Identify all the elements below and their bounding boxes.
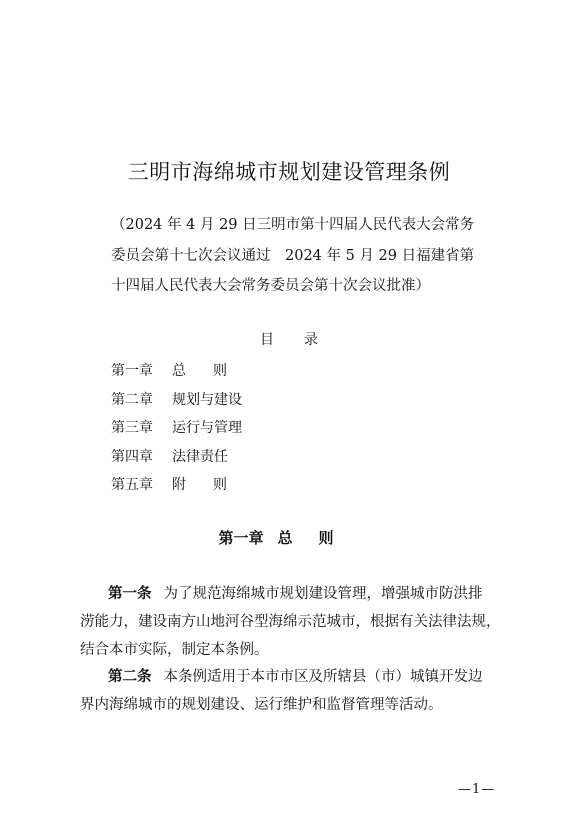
adoption-note-line-1: （2024 年 4 月 29 日三明市第十四届人民代表大会常务 xyxy=(111,217,475,233)
page-number: —1— xyxy=(458,782,496,797)
toc-item[interactable] xyxy=(111,442,471,471)
toc-chapter-name: 总则 xyxy=(172,363,254,380)
article-text-line: 界内海绵城市的规划建设、运行维护和监督管理等活动。 xyxy=(80,697,443,713)
toc-item[interactable] xyxy=(111,356,471,385)
article-label: 第二条 xyxy=(108,669,152,685)
article-text-line: 本条例适用于本市市区及所辖县（市）城镇开发边 xyxy=(163,669,483,685)
toc-title: 目录 xyxy=(260,332,348,348)
toc-item[interactable] xyxy=(111,385,471,414)
toc-item[interactable] xyxy=(111,470,471,499)
chapter-name: 总则 xyxy=(277,529,360,547)
table-of-contents xyxy=(111,356,471,499)
toc-chapter-number: 第三章 xyxy=(111,420,153,437)
article-text-line: 涝能力，建设南方山地河谷型海绵示范城市，根据有关法律法规， xyxy=(80,614,501,630)
toc-chapter-name: 法律责任 xyxy=(172,448,228,465)
document-title: 三明市海绵城市规划建设管理条例 xyxy=(127,160,451,184)
toc-chapter-name: 运行与管理 xyxy=(172,420,242,437)
toc-chapter-number: 第五章 xyxy=(111,477,153,494)
toc-item[interactable] xyxy=(111,413,471,442)
article-1 xyxy=(80,580,510,664)
article-text-line: 为了规范海绵城市规划建设管理，增强城市防洪排 xyxy=(163,586,483,602)
toc-chapter-number: 第四章 xyxy=(111,448,153,465)
article-text-line: 结合本市实际，制定本条例。 xyxy=(80,642,269,658)
toc-chapter-number: 第一章 xyxy=(111,363,153,380)
adoption-note-line-2: 委员会第十七次会议通过 2024 年 5 月 29 日福建省第 xyxy=(111,248,475,264)
toc-chapter-name: 附则 xyxy=(172,477,254,494)
toc-chapter-name: 规划与建设 xyxy=(172,391,242,408)
article-label: 第一条 xyxy=(108,586,152,602)
article-2 xyxy=(80,663,510,719)
toc-chapter-number: 第二章 xyxy=(111,391,153,408)
chapter-number: 第一章 xyxy=(218,529,264,547)
chapter-heading xyxy=(0,526,578,550)
adoption-note-line-3: 十四届人民代表大会常务委员会第十次会议批准） xyxy=(111,278,430,294)
